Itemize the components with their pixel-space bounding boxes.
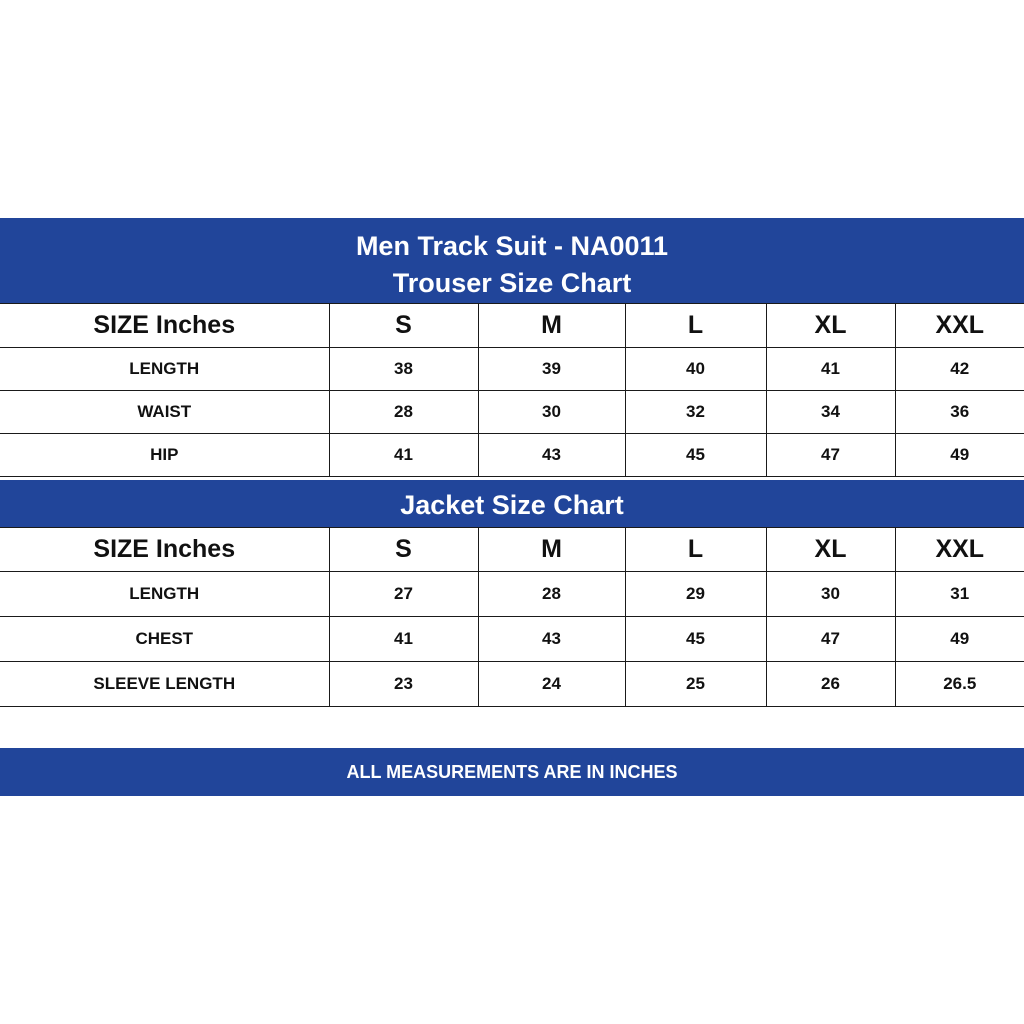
row-label: CHEST xyxy=(0,617,329,662)
table-cell: 28 xyxy=(329,391,478,434)
table-cell: 25 xyxy=(625,662,766,707)
table-row xyxy=(0,617,1024,662)
table-cell: 39 xyxy=(478,348,625,391)
table-cell: 45 xyxy=(625,434,766,477)
table-cell: 43 xyxy=(478,617,625,662)
jacket-size-table xyxy=(0,527,1024,707)
table-row xyxy=(0,391,1024,434)
trouser-size-table xyxy=(0,303,1024,477)
jacket-chart-title: Jacket Size Chart xyxy=(400,490,624,520)
trouser-header-row xyxy=(0,304,1024,348)
table-cell: 43 xyxy=(478,434,625,477)
table-cell: 26 xyxy=(766,662,895,707)
row-label: HIP xyxy=(0,434,329,477)
table-row xyxy=(0,572,1024,617)
column-header-xxl: XXL xyxy=(895,304,1024,348)
title-banner xyxy=(0,218,1024,303)
table-cell: 41 xyxy=(766,348,895,391)
table-cell: 26.5 xyxy=(895,662,1024,707)
column-header-size: SIZE Inches xyxy=(0,528,329,572)
table-cell: 47 xyxy=(766,434,895,477)
column-header-xl: XL xyxy=(766,304,895,348)
table-cell: 23 xyxy=(329,662,478,707)
table-cell: 30 xyxy=(766,572,895,617)
table-cell: 32 xyxy=(625,391,766,434)
table-cell: 29 xyxy=(625,572,766,617)
table-cell: 30 xyxy=(478,391,625,434)
measurement-note: ALL MEASUREMENTS ARE IN INCHES xyxy=(346,762,678,782)
table-cell: 47 xyxy=(766,617,895,662)
column-header-m: M xyxy=(478,304,625,348)
table-cell: 49 xyxy=(895,617,1024,662)
table-cell: 40 xyxy=(625,348,766,391)
column-header-s: S xyxy=(329,528,478,572)
table-cell: 28 xyxy=(478,572,625,617)
column-header-s: S xyxy=(329,304,478,348)
table-cell: 49 xyxy=(895,434,1024,477)
row-label: LENGTH xyxy=(0,348,329,391)
trouser-chart-title: Trouser Size Chart xyxy=(392,268,632,298)
table-cell: 45 xyxy=(625,617,766,662)
jacket-header-row xyxy=(0,528,1024,572)
table-cell: 36 xyxy=(895,391,1024,434)
row-label: SLEEVE LENGTH xyxy=(0,662,329,707)
table-cell: 27 xyxy=(329,572,478,617)
table-cell: 31 xyxy=(895,572,1024,617)
table-cell: 42 xyxy=(895,348,1024,391)
column-header-l: L xyxy=(625,528,766,572)
table-cell: 41 xyxy=(329,617,478,662)
footer-banner xyxy=(0,748,1024,796)
table-cell: 34 xyxy=(766,391,895,434)
row-label: WAIST xyxy=(0,391,329,434)
column-header-xxl: XXL xyxy=(895,528,1024,572)
column-header-xl: XL xyxy=(766,528,895,572)
table-row xyxy=(0,434,1024,477)
page-title: Men Track Suit - NA0011 xyxy=(355,231,669,261)
column-header-l: L xyxy=(625,304,766,348)
table-row xyxy=(0,348,1024,391)
table-row xyxy=(0,662,1024,707)
jacket-banner xyxy=(0,480,1024,527)
column-header-m: M xyxy=(478,528,625,572)
table-cell: 41 xyxy=(329,434,478,477)
row-label: LENGTH xyxy=(0,572,329,617)
table-cell: 24 xyxy=(478,662,625,707)
column-header-size: SIZE Inches xyxy=(0,304,329,348)
table-cell: 38 xyxy=(329,348,478,391)
